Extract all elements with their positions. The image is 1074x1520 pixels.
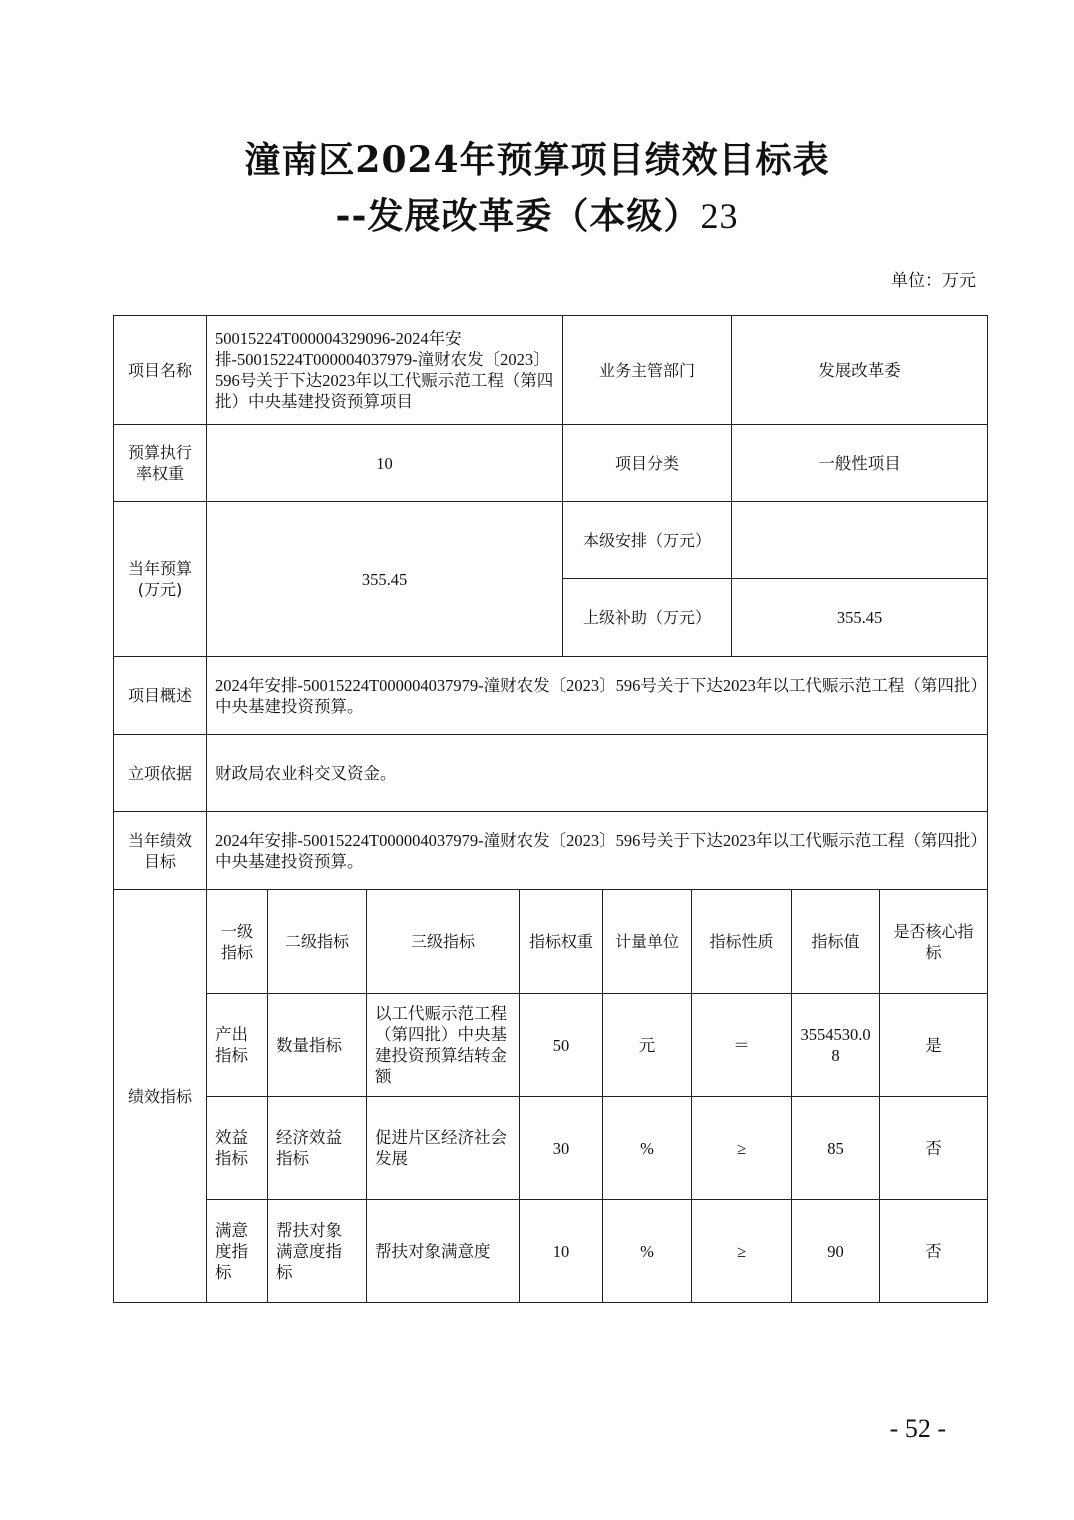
page-number: - 52 - (889, 1414, 946, 1443)
upper-value: 355.45 (732, 579, 988, 657)
unit-label: 单位：万元 (891, 271, 976, 290)
cell: % (603, 1200, 692, 1303)
table-row (114, 1097, 988, 1200)
project-name: 50015224T000004329096-2024年安排-50015224T000004037979-潼财农发〔2023〕596号关于下达2023年以工代赈示范工程（第四批）中央基建投资预算项目 (207, 316, 563, 425)
title-main: --发展改革委（本级） (335, 195, 701, 237)
overview-label: 项目概述 (114, 657, 207, 735)
cell: 数量指标 (268, 994, 367, 1097)
cell: 30 (520, 1097, 603, 1200)
exec-weight-value: 10 (207, 425, 563, 502)
cell: 促进片区经济社会发展 (367, 1097, 520, 1200)
upper-label: 上级补助（万元） (563, 579, 732, 657)
goal-label: 当年绩效目标 (114, 812, 207, 890)
overview-value: 2024年安排-50015224T000004037979-潼财农发〔2023〕596号关于下达2023年以工代赈示范工程（第四批）中央基建投资预算。 (207, 657, 988, 735)
cell: 50 (520, 994, 603, 1097)
category-value: 一般性项目 (732, 425, 988, 502)
title-line-2 (0, 188, 1074, 239)
cell: 是 (880, 994, 988, 1097)
goal-value: 2024年安排-50015224T000004037979-潼财农发〔2023〕596号关于下达2023年以工代赈示范工程（第四批）中央基建投资预算。 (207, 812, 988, 890)
cell: 帮扶对象满意度 (367, 1200, 520, 1303)
table-row (114, 994, 988, 1097)
cell: 90 (792, 1200, 880, 1303)
cell: 85 (792, 1097, 880, 1200)
exec-weight-label: 预算执行率权重 (114, 425, 207, 502)
project-info-table (113, 315, 988, 890)
budget-value: 355.45 (207, 502, 563, 657)
local-label: 本级安排（万元） (563, 502, 732, 579)
cell: 满意度指标 (207, 1200, 268, 1303)
title-line-1: 潼南区2024年预算项目绩效目标表 (244, 139, 830, 181)
cell: 元 (603, 994, 692, 1097)
cell: 10 (520, 1200, 603, 1303)
perf-label: 绩效指标 (114, 890, 207, 1303)
basis-label: 立项依据 (114, 735, 207, 812)
header-cell: 计量单位 (603, 890, 692, 994)
budget-label: 当年预算(万元) (114, 502, 207, 657)
cell: ≥ (692, 1097, 792, 1200)
header-cell: 指标值 (792, 890, 880, 994)
header-cell: 是否核心指标 (880, 890, 988, 994)
header-cell: 指标权重 (520, 890, 603, 994)
cell: 否 (880, 1200, 988, 1303)
cell: 否 (880, 1097, 988, 1200)
cell: 3554530.08 (792, 994, 880, 1097)
title-suffix: 23 (700, 196, 739, 236)
project-name-label: 项目名称 (114, 316, 207, 425)
cell: 经济效益指标 (268, 1097, 367, 1200)
performance-table (113, 889, 988, 1303)
header-cell: 三级指标 (367, 890, 520, 994)
cell: 以工代赈示范工程（第四批）中央基建投资预算结转金额 (367, 994, 520, 1097)
header-cell: 指标性质 (692, 890, 792, 994)
header-cell: 一级指标 (207, 890, 268, 994)
cell: ≥ (692, 1200, 792, 1303)
header-row (114, 890, 988, 994)
header-cell: 二级指标 (268, 890, 367, 994)
basis-value: 财政局农业科交叉资金。 (207, 735, 988, 812)
dept-value: 发展改革委 (732, 316, 988, 425)
cell: 产出指标 (207, 994, 268, 1097)
cell: ＝ (692, 994, 792, 1097)
cell: % (603, 1097, 692, 1200)
cell: 帮扶对象满意度指标 (268, 1200, 367, 1303)
cell: 效益指标 (207, 1097, 268, 1200)
table-row (114, 1200, 988, 1303)
dept-label: 业务主管部门 (563, 316, 732, 425)
category-label: 项目分类 (563, 425, 732, 502)
local-value (732, 502, 988, 579)
